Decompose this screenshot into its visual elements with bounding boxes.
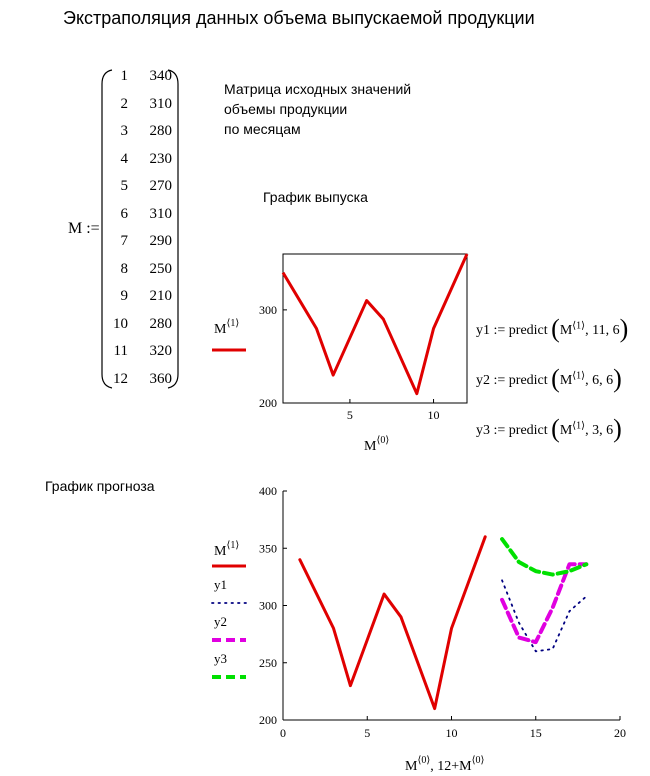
matrix-cell-value: 360	[149, 370, 172, 387]
matrix-label: M :=	[68, 220, 100, 237]
matrix-cell-value: 280	[149, 315, 172, 332]
matrix-cell-value: 290	[149, 233, 172, 249]
chart2-xtick-label: 10	[445, 726, 458, 740]
prediction-y3: y3 := predict ($M^{⟨1⟩}$, 3, 6)	[476, 414, 622, 443]
matrix-cell-value: 270	[149, 178, 172, 194]
chart2-series-m	[300, 537, 485, 709]
prediction-var: y2	[476, 373, 490, 388]
prediction-y1: y1 := predict ($M^{⟨1⟩}$, 11, 6)	[476, 314, 629, 343]
chart1-xtick-label: 10	[427, 408, 440, 422]
chart2-xtick-label: 20	[614, 726, 626, 740]
description-line: Матрица исходных значений	[224, 81, 412, 97]
chart2-legend-y1-label: y1	[214, 577, 227, 592]
matrix-cell-index: 5	[120, 178, 128, 194]
prediction-args: , 3, 6	[585, 423, 614, 438]
matrix-cell-value: 250	[149, 260, 172, 277]
matrix-cell-index: 2	[120, 95, 128, 112]
prediction-var: y3	[476, 423, 490, 438]
prediction-args: , 11, 6	[585, 323, 620, 338]
description-line: по месяцам	[224, 121, 301, 137]
matrix-cell-index: 9	[120, 288, 128, 304]
chart2-series-y1	[502, 580, 586, 651]
chart2-legend-y2-label: y2	[214, 614, 227, 629]
chart1-ytick-label: 300	[259, 302, 277, 317]
prediction-args: , 6, 6	[585, 373, 614, 388]
chart2-legend-y3-label: y3	[214, 651, 227, 666]
matrix-cell-value: 320	[149, 343, 172, 359]
chart2-series-y3	[502, 539, 586, 574]
prediction-assign: := predict	[490, 423, 548, 438]
matrix-cell-value: 280	[149, 123, 172, 139]
prediction-sup: ⟨1⟩	[572, 370, 586, 382]
prediction-y2: y2 := predict ($M^{⟨1⟩}$, 6, 6)	[476, 364, 622, 393]
chart1-xtick-label: 5	[346, 408, 353, 422]
chart2-ytick-label: 350	[259, 541, 277, 556]
chart1-ytick-label: 200	[259, 396, 277, 410]
page-title: Экстраполяция данных объема выпускаемой продукции	[63, 8, 535, 28]
matrix-cell-index: 6	[120, 205, 128, 222]
matrix-cell-value: 310	[149, 95, 172, 112]
matrix-cell-index: 12	[113, 370, 128, 387]
prediction-assign: := predict	[490, 373, 548, 388]
prediction-sup: ⟨1⟩	[572, 420, 586, 432]
prediction-arg: M	[559, 373, 573, 388]
matrix-cell-index: 10	[113, 315, 128, 332]
matrix-cell-index: 8	[120, 260, 128, 277]
chart2-series-y2	[502, 564, 586, 642]
chart2-ytick-label: 300	[259, 598, 277, 613]
description-line: объемы продукции	[224, 101, 348, 117]
chart1-xlabel: $M^{⟨0⟩}$	[364, 435, 390, 454]
chart2-xtick-label: 5	[364, 726, 371, 740]
chart2-xlabel: $M^{⟨0⟩}$, $12+M^{⟨0⟩}$	[405, 755, 485, 774]
chart2-ytick-label: 400	[259, 484, 277, 498]
matrix-cell-value: 310	[149, 205, 172, 222]
prediction-arg: M	[559, 323, 573, 338]
prediction-arg: M	[559, 423, 573, 438]
matrix-cell-value: 210	[149, 288, 172, 304]
prediction-sup: ⟨1⟩	[572, 320, 586, 332]
chart1-title: График выпуска	[263, 189, 368, 205]
chart1-frame	[283, 254, 467, 403]
chart1-ylabel: $M^{⟨1⟩}$	[214, 318, 240, 337]
matrix-cell-index: 3	[120, 123, 128, 139]
chart1-series-m	[283, 254, 467, 394]
matrix-cell-value: 230	[149, 150, 172, 167]
matrix-cell-index: 11	[113, 343, 128, 359]
matrix-cell-index: 1	[120, 68, 128, 84]
chart2-ytick-label: 200	[259, 713, 277, 727]
chart2-title: График прогноза	[45, 478, 155, 494]
chart2-legend-m-label: $M^{⟨1⟩}$	[214, 540, 240, 559]
prediction-assign: := predict	[490, 323, 548, 338]
chart2-xtick-label: 0	[280, 726, 286, 740]
chart2-ytick-label: 250	[259, 655, 277, 670]
chart2-xtick-label: 15	[529, 726, 542, 740]
matrix-cell-index: 4	[120, 150, 128, 167]
matrix-cell-value: 340	[149, 68, 172, 84]
prediction-var: y1	[476, 323, 490, 338]
matrix-cell-index: 7	[120, 233, 128, 249]
